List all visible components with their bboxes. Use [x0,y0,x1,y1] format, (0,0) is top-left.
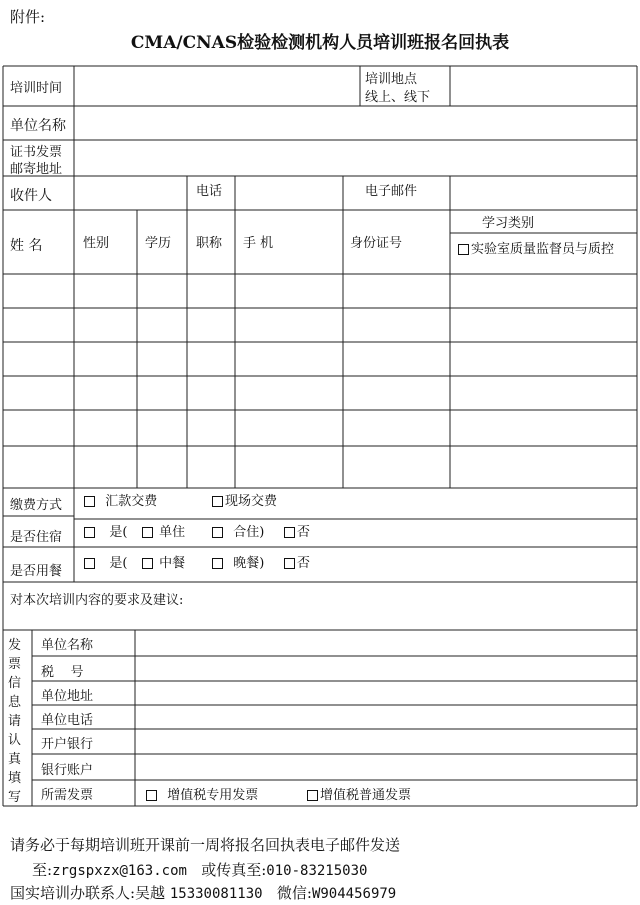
meal-dinner-option[interactable] [212,552,264,571]
invoice-unit-phone-label: 单位电话 [41,713,94,728]
lodging-yes-label: 是( [109,525,128,540]
gender-header: 性别 [83,236,110,251]
page-title: CMA/CNAS检验检测机构人员培训班报名回执表 [130,33,510,53]
checkbox-icon[interactable] [212,558,223,569]
lodging-shared-label: 合住) [233,525,265,540]
lodging-no-label: 否 [297,525,311,540]
footer-fax: 010-83215030 [266,863,368,879]
study-category-header: 学习类别 [482,216,535,231]
invoice-tax-no-label: 税 号 [41,665,84,680]
checkbox-icon[interactable] [84,496,95,507]
suggestion-label: 对本次培训内容的要求及建议: [10,593,184,608]
footer-to-label: 至: [32,861,53,879]
unit-name-label: 单位名称 [10,118,66,134]
attachment-label: 附件: [10,8,46,26]
meal-lunch-label: 中餐 [159,556,186,571]
name-header: 姓 名 [10,238,43,254]
checkbox-icon[interactable] [284,558,295,569]
mail-address-label: 邮寄地址 [10,162,63,177]
payment-transfer-option[interactable] [84,490,157,509]
meal-no-option[interactable] [284,552,310,571]
footer-contact-line [32,859,367,880]
lodging-single-label: 单住 [159,525,186,540]
checkbox-icon[interactable] [142,558,153,569]
mobile-header: 手 机 [243,236,274,251]
checkbox-icon[interactable] [84,558,95,569]
lodging-shared-option[interactable] [212,521,264,540]
meal-yes-option[interactable] [84,552,127,571]
vat-special-option[interactable] [146,784,258,803]
footer-wechat: W904456979 [311,886,397,902]
study-option-label: 实验室质量监督员与质控 [471,242,615,257]
payment-onsite-option[interactable] [212,490,277,509]
checkbox-icon[interactable] [458,244,469,255]
training-time-label: 培训时间 [10,81,63,96]
invoice-unit-address-label: 单位地址 [41,689,94,704]
checkbox-icon[interactable] [212,496,223,507]
lodging-label: 是否住宿 [10,530,63,545]
footer-contact-phone: 15330081130 [169,886,263,902]
id-number-header: 身份证号 [350,236,403,251]
training-place-options: 线上、线下 [365,90,431,105]
invoice-bank-label: 开户银行 [41,737,94,752]
footer-instruction: 请务必于每期培训班开课前一周将报名回执表电子邮件发送 [10,836,401,854]
invoice-required-label: 所需发票 [41,788,94,803]
vat-normal-option[interactable] [307,784,411,803]
checkbox-icon[interactable] [146,790,157,801]
vat-special-label: 增值税专用发票 [167,788,259,803]
meal-label: 是否用餐 [10,564,63,579]
invoice-side-char: 信 [8,676,22,691]
job-title-header: 职称 [196,236,223,251]
meal-yes-label: 是( [109,556,128,571]
lodging-yes-option[interactable] [84,521,127,540]
invoice-side-char: 票 [8,657,22,672]
lodging-single-option[interactable] [142,521,185,540]
phone-label: 电话 [196,184,223,199]
invoice-side-char: 息 [8,695,22,710]
lodging-no-option[interactable] [284,521,310,540]
footer-contact-label: 国实培训办联系人:吴越 [10,884,166,902]
email-label: 电子邮件 [365,184,418,199]
invoice-side-char: 请 [8,714,22,729]
training-place-label: 培训地点 [365,72,418,87]
checkbox-icon[interactable] [212,527,223,538]
cert-invoice-label: 证书发票 [10,145,63,160]
vat-normal-label: 增值税普通发票 [320,788,412,803]
invoice-side-char: 发 [8,638,22,653]
payment-onsite-label: 现场交费 [225,494,278,509]
invoice-side-char: 真 [8,752,22,767]
study-option[interactable] [458,238,614,257]
invoice-side-char: 认 [8,733,22,748]
invoice-unit-name-label: 单位名称 [41,638,94,653]
footer-email[interactable]: zrgspxzx@163.com [52,863,187,879]
footer-contact-person [10,882,396,903]
checkbox-icon[interactable] [84,527,95,538]
meal-no-label: 否 [297,556,311,571]
footer-fax-label: 或传真至: [201,861,267,879]
meal-dinner-label: 晚餐) [233,556,265,571]
footer-wechat-label: 微信: [276,884,312,902]
payment-label: 缴费方式 [10,498,63,513]
checkbox-icon[interactable] [142,527,153,538]
recipient-label: 收件人 [10,188,52,204]
invoice-account-label: 银行账户 [41,763,94,778]
meal-lunch-option[interactable] [142,552,185,571]
checkbox-icon[interactable] [284,527,295,538]
invoice-side-char: 填 [8,771,22,786]
checkbox-icon[interactable] [307,790,318,801]
payment-transfer-label: 汇款交费 [105,494,158,509]
invoice-side-char: 写 [8,790,22,805]
education-header: 学历 [145,236,172,251]
